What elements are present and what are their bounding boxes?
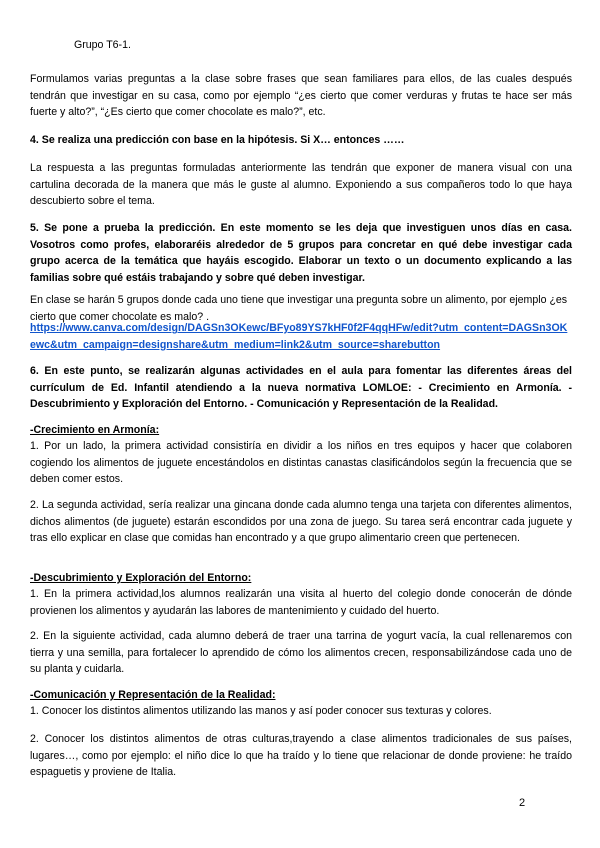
area-title: -Crecimiento en Armonía:: [30, 424, 160, 436]
area-title: -Descubrimiento y Exploración del Entorno:: [30, 572, 252, 584]
section-5-heading: 5. Se pone a prueba la predicción. En este momento se les deja que investiguen unos días en casa. Vosotros como profes, elaboraréis alrededor de 5 grupos para concretar en qué debe investigar cada grupo acerca de la temática que hayáis escogido. Elaborar un texto o un documento explicando a las familias sobre qué estáis trabajando y sobre qué deben investigar.: [30, 222, 572, 284]
area-paragraph: 1. Por un lado, la primera actividad consistiría en dividir a los niños en tres equipos y hacer que colaboren cogiendo los alimentos de juguete encestándolos en distintas canastas clasificándolos según la frecuencia que se deben comer estos.: [30, 440, 572, 485]
group-label: Grupo T6-1.: [74, 39, 131, 51]
area-paragraph: 2. Conocer los distintos alimentos de otras culturas,trayendo a clase alimentos tradicionales de sus países, lugares…, como por ejemplo: el niño dice lo que ha traído y lo tiene que relacionar de donde proviene: he traído espaguetis y proviene de Italia.: [30, 733, 572, 778]
area-comunicacion: [30, 687, 572, 704]
canva-link[interactable]: https://www.canva.com/design/DAGSn3OKewc/BFyo89YS7kHF0f2F4qqHFw/edit?utm_content=DAGSn3OKewc&utm_campaign=designshare&utm_medium=link2&utm_source=sharebutton: [30, 322, 568, 351]
section-4-body: La respuesta a las preguntas formuladas anteriormente las tendrán que exponer de manera visual con una cartulina decorada de la manera que más le guste al alumno. Exponiendo a sus compañeros todo lo que haya descubierto sobre el tema.: [30, 162, 572, 207]
section-6-heading: 6. En este punto, se realizarán algunas actividades en el aula para fomentar las diferentes áreas del currículum de Ed. Infantil atendiendo a la nueva normativa LOMLOE: - Crecimiento en Armonía. - Descubrimiento y Exploración del Entorno. - Comunicación y Representación de la Realidad.: [30, 365, 572, 410]
area-paragraph: 2. En la siguiente actividad, cada alumno deberá de traer una tarrina de yogurt vacía, la cual rellenaremos con tierra y una semilla, para fortalecer lo aprendido de cómo los alimentos crecen, responsabilizándose cada uno de su planta y cuidarla.: [30, 630, 572, 675]
area-descubrimiento: [30, 570, 572, 587]
area-paragraph: 1. Conocer los distintos alimentos utilizando las manos y así poder conocer sus texturas y colores.: [30, 705, 492, 717]
area-crecimiento: [30, 422, 572, 439]
section-5-body: En clase se harán 5 grupos donde cada uno tiene que investigar una pregunta sobre un alimento, por ejemplo ¿es cierto que comer chocolate es malo? .: [30, 294, 568, 323]
canva-link-wrapper: [30, 320, 572, 353]
area-title: -Comunicación y Representación de la Realidad:: [30, 689, 276, 701]
area-paragraph: 2. La segunda actividad, sería realizar una gincana donde cada alumno tenga una tarjeta con diferentes alimentos, dichos alimentos (de juguete) estarán escondidos por una zona de juego. Su tarea será encontrar cada juguete y tras ello explicar en clase que comidas han encontrado y a que grupo alimentario creen que pertenecen.: [30, 499, 572, 544]
section-4-heading: 4. Se realiza una predicción con base en la hipótesis. Si X… entonces ……: [30, 134, 405, 146]
area-paragraph: 1. En la primera actividad,los alumnos realizarán una visita al huerto del colegio donde conocerán de dónde provienen los alimentos y ayudarán las labores de mantenimiento y cuidado del huerto.: [30, 588, 572, 617]
intro-paragraph: Formulamos varias preguntas a la clase sobre frases que sean familiares para ellos, de las cuales después tendrán que investigar en su casa, como por ejemplo “¿es cierto que comer verduras y frutas te hace ser más fuerte y alto?”, “¿Es cierto que comer chocolate es malo?”, etc.: [30, 73, 572, 118]
page-number: 2: [519, 797, 526, 809]
